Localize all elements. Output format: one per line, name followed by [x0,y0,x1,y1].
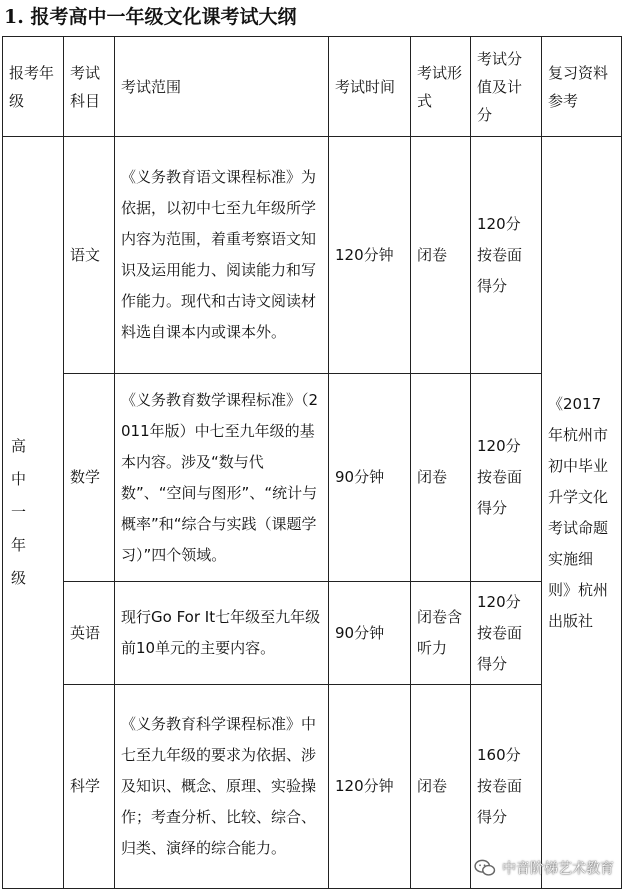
exam-outline-table [2,36,622,889]
grade-label: 高中一年级 [11,437,27,587]
subject-cell: 英语 [64,582,115,685]
header-scope: 考试范围 [115,37,329,137]
wechat-icon [474,859,496,877]
time-cell: 120分钟 [329,137,411,374]
header-subject: 考试科目 [64,37,115,137]
header-score: 考试分值及计分 [471,37,542,137]
scope-cell: 《义务教育语文课程标准》为依据，以初中七至九年级所学内容为范围，着重考察语文知识及运用能力、阅读能力和写作能力。现代和古诗文阅读材料选自课本内或课本外。 [115,137,329,374]
watermark [474,858,614,878]
score-cell: 120分按卷面得分 [471,582,542,685]
header-grade: 报考年级 [3,37,64,137]
form-cell: 闭卷含听力 [411,582,471,685]
time-cell: 90分钟 [329,374,411,582]
subject-cell: 科学 [64,685,115,889]
time-cell: 120分钟 [329,685,411,889]
table-row [3,582,622,685]
table-row [3,374,622,582]
scope-cell: 《义务教育数学课程标准》（2011年版）中七至九年级的基本内容。涉及“数与代数”、“空间与图形”、“统计与概率”和“综合与实践（课题学习）”四个领域。 [115,374,329,582]
grade-cell [3,137,64,889]
subject-cell: 数学 [64,374,115,582]
page-title: 1. 报考高中一年级文化课考试大纲 [4,6,297,28]
watermark-text: 中音阶梯艺术教育 [502,861,614,877]
form-cell: 闭卷 [411,137,471,374]
score-cell: 160分按卷面得分 [471,685,542,889]
scope-cell: 现行Go For It七年级至九年级前10单元的主要内容。 [115,582,329,685]
header-reference: 复习资料参考 [542,37,622,137]
header-row [3,37,622,137]
scope-cell: 《义务教育科学课程标准》中七至九年级的要求为依据、涉及知识、概念、原理、实验操作；考查分析、比较、综合、归类、演绎的综合能力。 [115,685,329,889]
header-form: 考试形式 [411,37,471,137]
score-cell: 120分按卷面得分 [471,374,542,582]
table-row [3,137,622,374]
reference-cell: 《2017年杭州市初中毕业升学文化考试命题实施细则》杭州出版社 [542,137,622,889]
form-cell: 闭卷 [411,685,471,889]
score-cell: 120分按卷面得分 [471,137,542,374]
time-cell: 90分钟 [329,582,411,685]
subject-cell: 语文 [64,137,115,374]
header-time: 考试时间 [329,37,411,137]
form-cell: 闭卷 [411,374,471,582]
